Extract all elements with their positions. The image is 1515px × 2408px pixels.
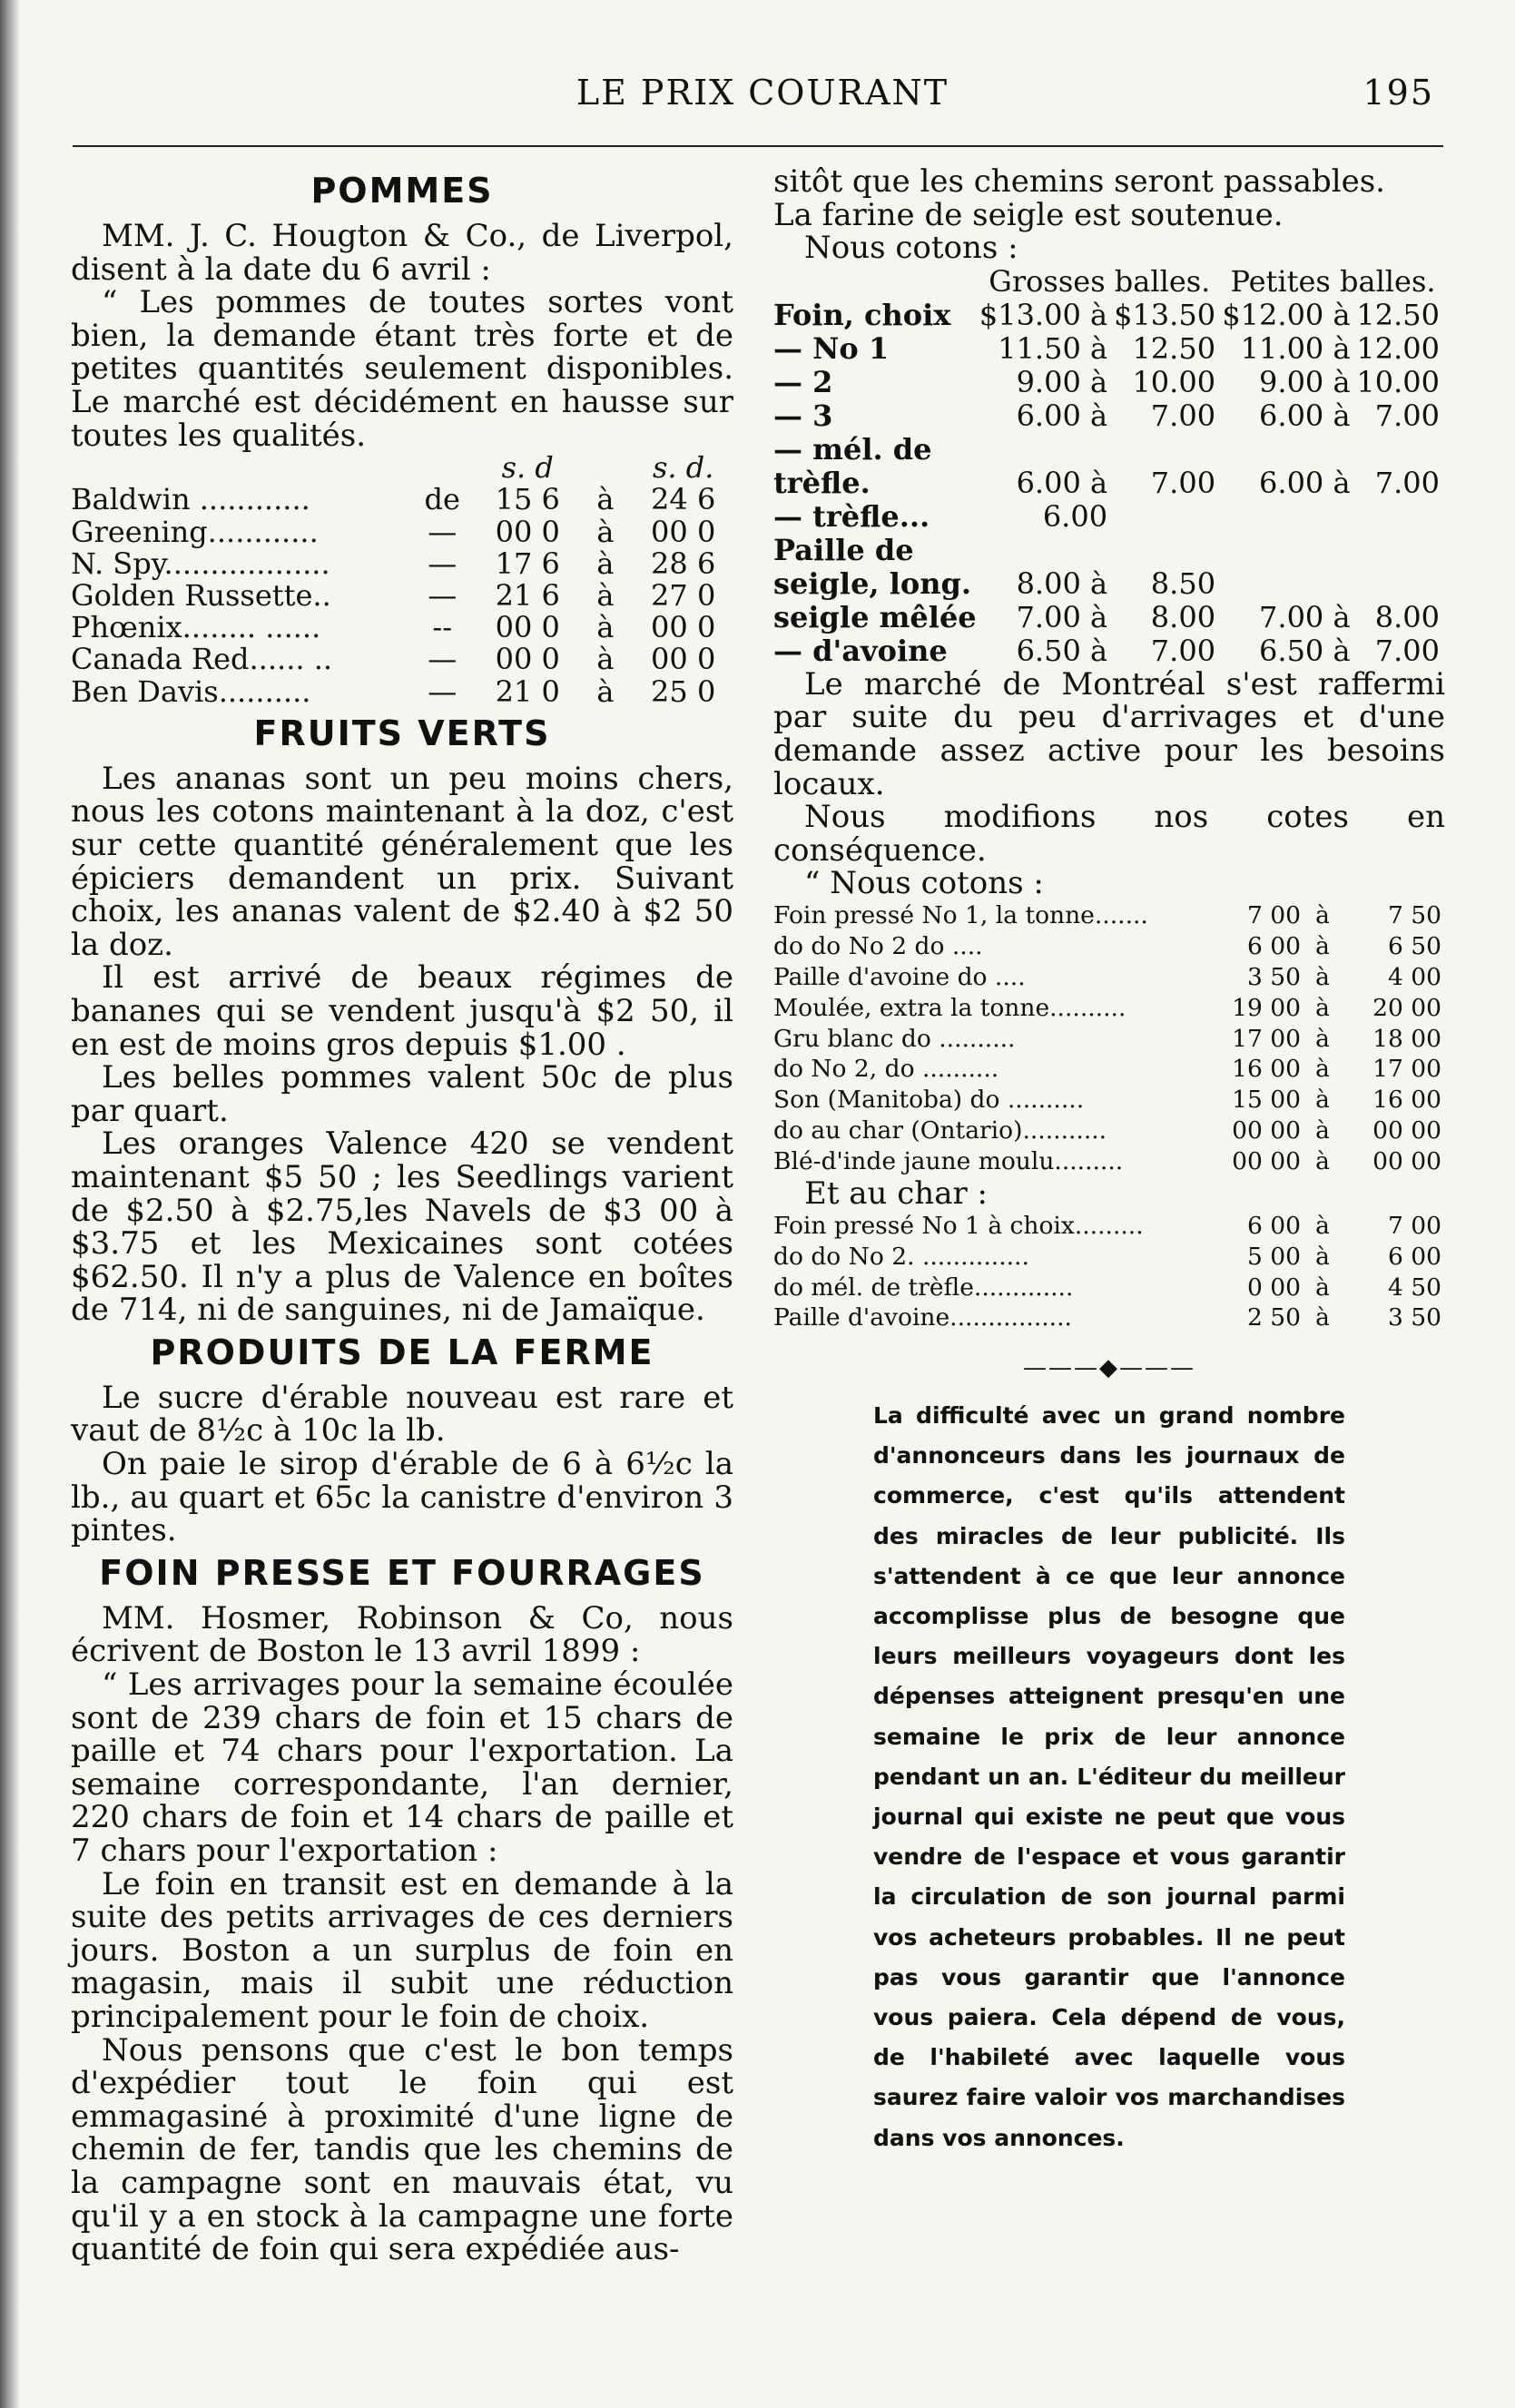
hay-small-low: 6.00 à: [1259, 398, 1351, 433]
hay-small-high: 7.00: [1374, 465, 1440, 500]
montreal-row-low: 00 00: [1232, 1147, 1301, 1176]
hay-grade: — d'avoine: [773, 633, 948, 668]
hay-small-low: $12.00 à: [1222, 297, 1351, 332]
apple-variety: Baldwin ............: [71, 482, 310, 517]
ferme-paragraph-2: On paie le sirop d'érable de 6 à 6½c la lb., au quart et 65c la canistre d'environ 3 pintes.: [71, 1446, 733, 1549]
ferme-paragraph-1: Le sucre d'érable nouveau est rare et vaut de 8½c à 10c la lb.: [71, 1379, 733, 1450]
hay-small-high: [1356, 567, 1445, 601]
montreal-row-to: à: [1315, 1147, 1330, 1176]
fruits-paragraph-1: Les ananas sont un peu moins chers, nous les cotons maintenant à la doz, c'est sur cette quantité généralement que les épiciers demandent un prix. Suivant choix, les ananas valent de $2.40 à $2 50 la doz.: [71, 760, 733, 963]
char-row-high: 4 50: [1387, 1273, 1441, 1302]
char-row-low: 2 50: [1246, 1303, 1301, 1332]
hay-big-low: 6.00 à: [1016, 465, 1108, 500]
hay-big-high: 8.00: [1150, 599, 1216, 634]
apple-prefix: —: [428, 577, 457, 613]
hay-big-high: [1113, 500, 1221, 534]
hay-small-low: [1221, 567, 1355, 601]
montreal-row: [773, 993, 1445, 1024]
montreal-row-to: à: [1315, 1055, 1330, 1084]
hay-row: [773, 366, 1445, 399]
montreal-row: [773, 931, 1445, 962]
char-row-to: à: [1315, 1242, 1330, 1271]
apple-variety: N. Spy..................: [71, 545, 330, 581]
apple-price-low: 21 6: [495, 577, 560, 613]
hay-row: [773, 299, 1445, 332]
hay-big-low: 7.00 à: [1016, 599, 1108, 634]
section-heading-pommes: POMMES: [310, 171, 494, 211]
fruits-paragraph-4: Les oranges Valence 420 se vendent maintenant $5 50 ; les Seedlings varient de $2.50 à $2.75,les Navels de $3 00 à $3.75 et les Mexicaines sont cotées $62.50. Il n'y a plus de Valence en boîtes de 714, ni de sanguines, ni de Jamaïque.: [71, 1125, 733, 1329]
apple-row: [71, 676, 733, 708]
modifions-cotes: Nous modifions nos cotes en conséquence.: [773, 799, 1445, 869]
hay-grade: Foin, choix: [773, 297, 951, 332]
hay-big-low: 8.00 à: [1016, 565, 1108, 601]
page-number: 195: [1363, 73, 1434, 113]
apple-prefix: de: [424, 482, 460, 517]
char-row-to: à: [1315, 1303, 1330, 1332]
hay-big-low: 6.00: [1042, 498, 1108, 534]
montreal-row-to: à: [1315, 1024, 1330, 1053]
montreal-row-high: 4 00: [1387, 962, 1441, 991]
char-row: [773, 1273, 1445, 1303]
char-row-label: do mél. de trèfle.............: [773, 1273, 1074, 1302]
apple-variety: Ben Davis..........: [71, 673, 311, 709]
foin-paragraph-1: MM. Hosmer, Robinson & Co, nous écrivent de Boston le 13 avril 1899 :: [71, 1599, 733, 1670]
hay-big-low: [979, 433, 1113, 467]
hay-row: [773, 399, 1445, 433]
apple-variety: Golden Russette..: [71, 577, 331, 613]
apple-price-high: 24 6: [651, 482, 716, 517]
hay-grade: — trèfle...: [773, 498, 930, 534]
left-column: [71, 165, 733, 2266]
char-row-low: 0 00: [1246, 1273, 1301, 1302]
apple-row: [71, 612, 733, 644]
montreal-row-label: Gru blanc do ..........: [773, 1024, 1016, 1053]
apple-prefix: —: [428, 642, 457, 677]
unit-pence: d: [535, 450, 554, 486]
hay-small-high: [1356, 500, 1445, 534]
hay-row: [773, 634, 1445, 668]
hay-big-high: 8.50: [1150, 565, 1216, 601]
hay-small-low: 11.00 à: [1240, 330, 1351, 366]
header-rule: [73, 145, 1443, 147]
hay-small-low: [1221, 433, 1355, 467]
hay-small-high: 10.00: [1356, 364, 1440, 399]
montreal-row-high: 18 00: [1372, 1024, 1441, 1053]
hay-small-high: 8.00: [1374, 599, 1440, 634]
char-row-low: 6 00: [1246, 1211, 1301, 1240]
foin-paragraph-4: Nous pensons que c'est le bon temps d'expédier tout le foin qui est emmagasiné à proximité d'une ligne de chemin de fer, tandis que les chemins de la campagne sont en mauvais état, vu qu'il y a en stock à la campagne une forte quantité de foin qui sera expédiée aus-: [71, 2031, 733, 2268]
ornament-divider: ———◆———: [1023, 1354, 1195, 1382]
apple-price-low: 00 0: [495, 514, 560, 549]
hay-grade: trèfle.: [773, 465, 871, 500]
hay-row: [773, 500, 1445, 534]
montreal-row-low: 15 00: [1232, 1086, 1301, 1115]
apple-prefix: --: [432, 610, 453, 645]
char-row-label: do do No 2. ..............: [773, 1242, 1029, 1271]
montreal-row-to: à: [1315, 900, 1330, 929]
hay-header-row: [773, 265, 1445, 299]
montreal-row-high: 6 50: [1387, 931, 1441, 960]
apple-row: [71, 580, 733, 612]
hay-big-high: 12.50: [1132, 330, 1216, 366]
montreal-row-to: à: [1315, 931, 1330, 960]
hay-big-high: $13.50: [1114, 297, 1216, 332]
hay-big-low: [979, 534, 1113, 567]
montreal-row-label: Foin pressé No 1, la tonne.......: [773, 900, 1148, 929]
hay-grade: seigle mêlée: [773, 599, 977, 634]
apple-variety: Canada Red...... ..: [71, 642, 333, 677]
montreal-row-label: do No 2, do ..........: [773, 1055, 999, 1084]
hay-big-high: [1113, 433, 1221, 467]
montreal-price-table: [773, 900, 1445, 1177]
montreal-row: [773, 1116, 1445, 1146]
hay-big-low: $13.00 à: [979, 297, 1108, 332]
montreal-row-low: 00 00: [1232, 1116, 1301, 1145]
running-header: [73, 73, 1452, 118]
advertising-notice: La difficulté avec un grand nombre d'annonceurs dans les journaux de commerce, c'est qu'ils attendent des miracles de leur publicité. Ils s'attendent à ce que leur annonce accomplisse plus de besogne que leurs meilleurs voyageurs dont les dépenses atteignent presqu'en une semaine le prix de leur annonce pendant un an. L'éditeur du meilleur journal qui existe ne peut que vous vendre de l'espace et vous garantir la circulation de son journal parmi vos acheteurs probables. Il ne peut pas vous garantir que l'annonce vous paiera. Cela dépend de vous, de l'habileté avec laquelle vous saurez faire valoir vos marchandises dans vos annonces.: [873, 1401, 1345, 2151]
apple-price-table: [71, 452, 733, 708]
apple-price-low: 00 0: [495, 610, 560, 645]
right-column: [773, 165, 1445, 2158]
apple-to: à: [596, 545, 615, 581]
montreal-row-label: do do No 2 do ....: [773, 931, 983, 960]
foin-paragraph-2: “ Les arrivages pour la semaine écoulée sont de 239 chars de foin et 15 chars de paille et 74 chars pour l'exportation. La semaine correspondante, l'an dernier, 220 chars de foin et 14 chars de paille et 7 chars pour l'exportation :: [71, 1666, 733, 1869]
apple-variety: Greening............: [71, 514, 319, 549]
hay-big-low: 6.00 à: [1016, 398, 1108, 433]
hay-small-high: 7.00: [1374, 633, 1440, 668]
hay-small-low: 6.00 à: [1259, 465, 1351, 500]
montreal-row-label: Blé-d'inde jaune moulu.........: [773, 1147, 1124, 1176]
section-heading-produits-ferme: PRODUITS DE LA FERME: [150, 1332, 654, 1372]
apple-to: à: [596, 610, 615, 645]
char-row-to: à: [1315, 1211, 1330, 1240]
hay-big-low: 9.00 à: [1016, 364, 1108, 399]
scan-edge-shadow: [0, 0, 20, 2408]
hay-small-low: 6.50 à: [1259, 633, 1351, 668]
montreal-row-label: Son (Manitoba) do ..........: [773, 1086, 1085, 1115]
apple-price-low: 00 0: [495, 642, 560, 677]
hay-big-low: 11.50 à: [998, 330, 1108, 366]
montreal-row-label: do au char (Ontario)...........: [773, 1116, 1107, 1145]
apple-price-high: 28 6: [651, 545, 716, 581]
hay-row: [773, 601, 1445, 634]
montreal-row-high: 00 00: [1372, 1116, 1441, 1145]
montreal-row-high: 17 00: [1372, 1055, 1441, 1084]
foin-continued: sitôt que les chemins seront passables.: [773, 163, 1385, 200]
montreal-row: [773, 1085, 1445, 1116]
hay-small-low: [1221, 534, 1355, 567]
apple-to: à: [596, 577, 615, 613]
section-heading-foin: FOIN PRESSE ET FOURRAGES: [99, 1552, 705, 1593]
apple-to: à: [596, 642, 615, 677]
seigle-note: La farine de seigle est soutenue.: [773, 196, 1284, 233]
fruits-paragraph-2: Il est arrivé de beaux régimes de bananes qui se vendent jusqu'à $2 50, il en est de moins gros depuis $1.00 .: [71, 959, 733, 1063]
hay-small-high: [1356, 534, 1445, 567]
apple-price-high: 25 0: [651, 673, 716, 709]
char-row: [773, 1302, 1445, 1333]
journal-title: LE PRIX COURANT: [576, 73, 949, 113]
montreal-row: [773, 962, 1445, 993]
apple-price-high: 00 0: [651, 514, 716, 549]
apple-prefix: —: [428, 514, 457, 549]
hay-small-low: [1221, 500, 1355, 534]
hay-small-low: 9.00 à: [1259, 364, 1351, 399]
hay-big-high: 10.00: [1132, 364, 1216, 399]
apple-prefix: —: [428, 673, 457, 709]
pommes-quote: “ Les pommes de toutes sortes vont bien, la demande étant très forte et de petites quantités seulement disponibles. Le marché est décidément en hausse sur toutes les qualités.: [71, 284, 733, 454]
apple-price-low: 21 0: [495, 673, 560, 709]
hay-row: [773, 534, 1445, 567]
char-row-high: 7 00: [1387, 1211, 1441, 1240]
hay-row: [773, 467, 1445, 500]
header-petites-balles: Petites balles.: [1230, 263, 1436, 299]
fruits-paragraph-3: Les belles pommes valent 50c de plus par quart.: [71, 1059, 733, 1129]
unit-shilling: s.: [501, 450, 526, 486]
apple-variety: Phœnix........ ......: [71, 610, 321, 645]
apple-to: à: [596, 482, 615, 517]
unit-pence-2: d.: [685, 450, 714, 486]
hay-small-high: 12.00: [1356, 330, 1440, 366]
montreal-row-high: 7 50: [1387, 900, 1441, 929]
boston-hay-table: [773, 265, 1445, 668]
montreal-row-high: 20 00: [1372, 993, 1441, 1022]
montreal-market: Le marché de Montréal s'est raffermi par suite du peu d'arrivages et d'une demande assez active pour les besoins locaux.: [773, 665, 1445, 802]
apple-row: [71, 548, 733, 580]
apple-price-high: 27 0: [651, 577, 716, 613]
hay-grade: seigle, long.: [773, 565, 971, 601]
hay-row: [773, 332, 1445, 366]
hay-big-high: 7.00: [1150, 398, 1216, 433]
montreal-row-to: à: [1315, 1116, 1330, 1145]
char-row-high: 6 00: [1387, 1242, 1441, 1271]
montreal-row-label: Paille d'avoine do ....: [773, 962, 1026, 991]
hay-grade: — 3: [773, 398, 833, 433]
hay-row: [773, 567, 1445, 601]
apple-to: à: [596, 514, 615, 549]
hay-small-low: 7.00 à: [1259, 599, 1351, 634]
hay-grade: — mél. de: [773, 431, 932, 467]
char-row-to: à: [1315, 1273, 1330, 1302]
montreal-row-to: à: [1315, 993, 1330, 1022]
hay-grade: — 2: [773, 364, 833, 399]
nous-cotons-2: “ Nous cotons :: [804, 865, 1044, 902]
char-row: [773, 1211, 1445, 1242]
montreal-row-low: 7 00: [1246, 900, 1301, 929]
apple-price-high: 00 0: [651, 642, 716, 677]
montreal-row-high: 16 00: [1372, 1086, 1441, 1115]
char-price-table: [773, 1211, 1445, 1334]
montreal-row-low: 16 00: [1232, 1055, 1301, 1084]
hay-big-high: [1113, 534, 1221, 567]
apple-row: [71, 644, 733, 675]
header-grosses-balles: Grosses balles.: [989, 263, 1211, 299]
apple-price-high: 00 0: [651, 610, 716, 645]
hay-small-high: 7.00: [1374, 398, 1440, 433]
apple-to: à: [596, 673, 615, 709]
unit-shilling-2: s.: [652, 450, 677, 486]
char-row-low: 5 00: [1246, 1242, 1301, 1271]
apple-row: [71, 484, 733, 516]
pommes-intro: MM. J. C. Hougton & Co., de Liverpol, disent à la date du 6 avril :: [71, 218, 733, 288]
montreal-row-high: 00 00: [1372, 1147, 1441, 1176]
section-heading-fruits-verts: FRUITS VERTS: [253, 713, 551, 753]
apple-price-low: 15 6: [495, 482, 560, 517]
montreal-row-to: à: [1315, 962, 1330, 991]
montreal-row-low: 3 50: [1246, 962, 1301, 991]
char-row: [773, 1242, 1445, 1273]
hay-small-high: [1356, 433, 1445, 467]
hay-big-low: 6.50 à: [1016, 633, 1108, 668]
hay-grade: — No 1: [773, 330, 890, 366]
montreal-row: [773, 900, 1445, 931]
montreal-row-to: à: [1315, 1086, 1330, 1115]
et-au-char: Et au char :: [804, 1175, 988, 1213]
hay-big-high: 7.00: [1150, 465, 1216, 500]
char-row-high: 3 50: [1387, 1303, 1441, 1332]
montreal-row: [773, 1146, 1445, 1177]
montreal-row-low: 19 00: [1232, 993, 1301, 1022]
char-row-label: Foin pressé No 1 à choix.........: [773, 1211, 1144, 1240]
montreal-row-low: 6 00: [1246, 931, 1301, 960]
nous-cotons-1: Nous cotons :: [804, 230, 1018, 267]
apple-prefix: —: [428, 545, 457, 581]
foin-paragraph-3: Le foin en transit est en demande à la suite des petits arrivages de ces derniers jours. Boston a un surplus de foin en magasin, mais il subit une réduction principalement pour le foin de choix.: [71, 1865, 733, 2035]
montreal-row-label: Moulée, extra la tonne..........: [773, 993, 1126, 1022]
apple-price-low: 17 6: [495, 545, 560, 581]
char-row-label: Paille d'avoine................: [773, 1303, 1072, 1332]
montreal-row-low: 17 00: [1232, 1024, 1301, 1053]
hay-grade: Paille de: [773, 532, 914, 567]
hay-row: [773, 433, 1445, 467]
hay-small-high: 12.50: [1356, 297, 1440, 332]
montreal-row: [773, 1054, 1445, 1085]
apple-unit-row: [71, 452, 733, 484]
montreal-row: [773, 1024, 1445, 1055]
apple-row: [71, 516, 733, 548]
hay-big-high: 7.00: [1150, 633, 1216, 668]
